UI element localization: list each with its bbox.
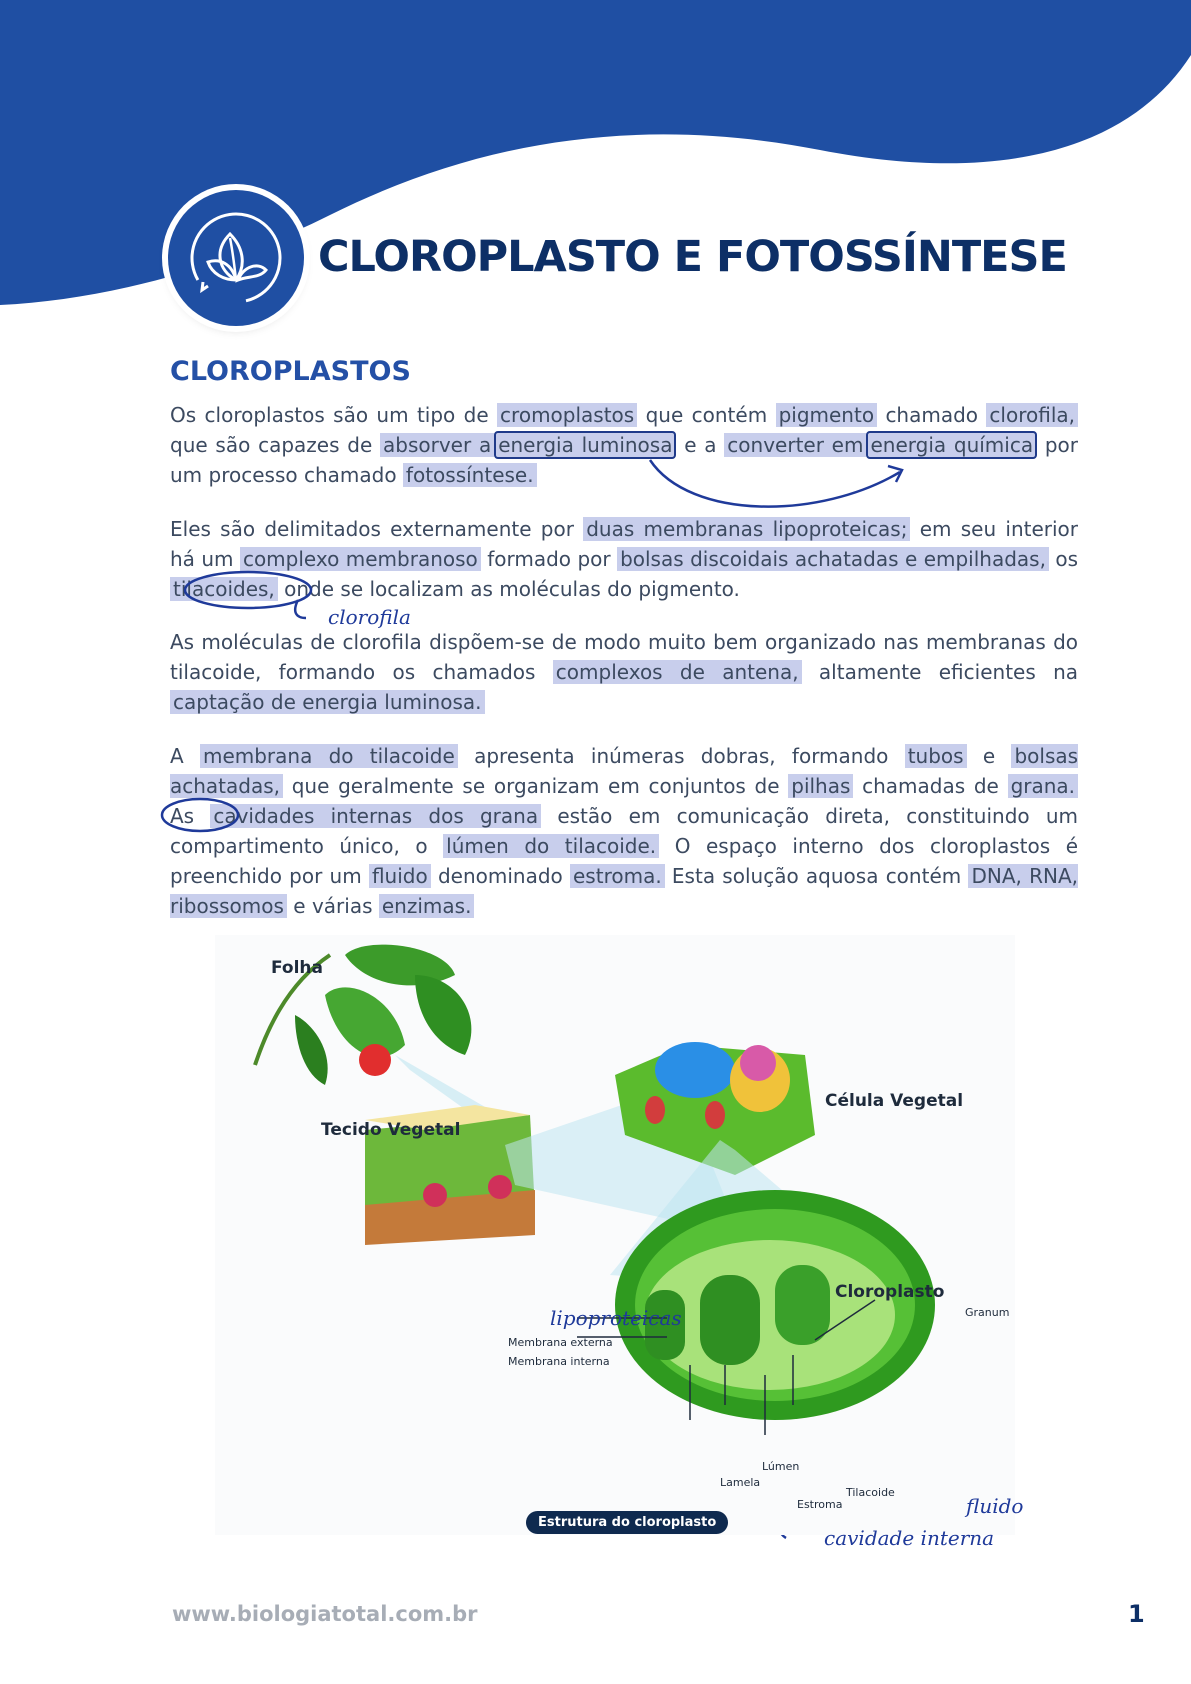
handwritten-note: lipoproteicas (550, 1306, 682, 1330)
highlight: grana. (1008, 774, 1078, 798)
handwritten-note: cavidade interna (824, 1526, 995, 1550)
text: que geralmente se organizam em conjuntos de (291, 774, 780, 798)
figure-caption: Estrutura do cloroplasto (526, 1511, 728, 1534)
label-celula-vegetal: Célula Vegetal (825, 1091, 964, 1111)
text: Eles são delimitados externamente por (170, 517, 574, 541)
text: formado por (487, 547, 611, 571)
label-tilacoide: Tilacoide (846, 1486, 895, 1499)
highlight: bolsas discoidais achatadas e empilhadas, (617, 547, 1049, 571)
highlight: estroma. (570, 864, 665, 888)
text: Esta solução aquosa contém (671, 864, 962, 888)
highlight: captação de energia luminosa. (170, 690, 485, 714)
label-lumen: Lúmen (762, 1460, 800, 1473)
highlight: converter em (724, 433, 866, 457)
text: As moléculas de clorofila dispõem-se de modo muito bem organizado nas membranas do tilacoide, formando os chamados (170, 630, 1078, 684)
label-cloroplasto: Cloroplasto (835, 1282, 945, 1302)
highlight: membrana do tilacoide (200, 744, 458, 768)
label-tecido-vegetal: Tecido Vegetal (321, 1120, 461, 1140)
highlight: fotossíntese. (403, 463, 537, 487)
highlight: lúmen do tilacoide. (443, 834, 659, 858)
label-membrana-interna: Membrana interna (508, 1355, 610, 1368)
text: por um processo chamado (170, 433, 1079, 487)
highlight: cromoplastos (497, 403, 637, 427)
text: que são capazes de (170, 433, 373, 457)
label-granum: Granum (965, 1306, 1010, 1319)
paragraph-3 (170, 627, 1078, 717)
highlight: clorofila, (986, 403, 1078, 427)
highlight: complexo membranoso (240, 547, 481, 571)
label-lamela: Lamela (720, 1476, 761, 1489)
paragraph-4 (170, 741, 1078, 921)
text: apresenta inúmeras dobras, formando (474, 744, 889, 768)
highlight: cavidades internas dos grana (210, 804, 541, 828)
footer-url[interactable]: www.biologiatotal.com.br (172, 1602, 478, 1626)
text: estão em comunicação direta, constituindo um compartimento único, o (170, 804, 1079, 858)
highlight: DNA, RNA, ribossomos (170, 864, 1078, 918)
text: A (170, 744, 184, 768)
page-number: 1 (1128, 1600, 1145, 1628)
highlight: tubos (905, 744, 967, 768)
highlight: enzimas. (379, 894, 475, 918)
text: que contém (645, 403, 768, 427)
highlight: fluido (369, 864, 431, 888)
label-membrana-externa: Membrana externa (508, 1336, 613, 1349)
text: altamente eficientes na (818, 660, 1079, 684)
text: As (170, 804, 195, 828)
text: e várias (293, 894, 373, 918)
label-folha: Folha (271, 958, 324, 978)
label-estroma: Estroma (797, 1498, 843, 1511)
boxed-term: energia luminosa (494, 431, 676, 459)
page-title: CLOROPLASTO E FOTOSSÍNTESE (318, 232, 1067, 282)
highlight: pilhas (788, 774, 853, 798)
paragraph-1 (170, 400, 1078, 490)
text: O espaço interno dos cloroplastos é preenchido por um (170, 834, 1079, 888)
text: e a (684, 433, 717, 457)
highlight: complexos de antena, (553, 660, 802, 684)
text: Os cloroplastos são um tipo de (170, 403, 489, 427)
leaf-cycle-icon (168, 190, 304, 326)
chloroplast-figure (215, 935, 1015, 1535)
paragraph-2 (170, 514, 1078, 604)
title-badge (168, 190, 304, 326)
handwritten-note: clorofila (328, 605, 411, 629)
text: onde se localizam as moléculas do pigmento. (284, 577, 740, 601)
boxed-term: energia química (866, 431, 1037, 459)
highlight: absorver a (380, 433, 494, 457)
highlight: tilacoides, (170, 577, 278, 601)
highlight: bolsas achatadas, (170, 744, 1079, 798)
text: denominado (437, 864, 563, 888)
text: e (982, 744, 996, 768)
highlight: pigmento (776, 403, 878, 427)
highlight: duas membranas lipoproteicas; (583, 517, 910, 541)
section-heading: CLOROPLASTOS (170, 356, 411, 387)
chloroplast-illustration (215, 935, 1015, 1535)
text: chamado (885, 403, 979, 427)
text: chamadas de (862, 774, 999, 798)
text: os (1055, 547, 1079, 571)
handwritten-note: fluido (966, 1494, 1024, 1518)
text: em seu interior há um (170, 517, 1079, 571)
